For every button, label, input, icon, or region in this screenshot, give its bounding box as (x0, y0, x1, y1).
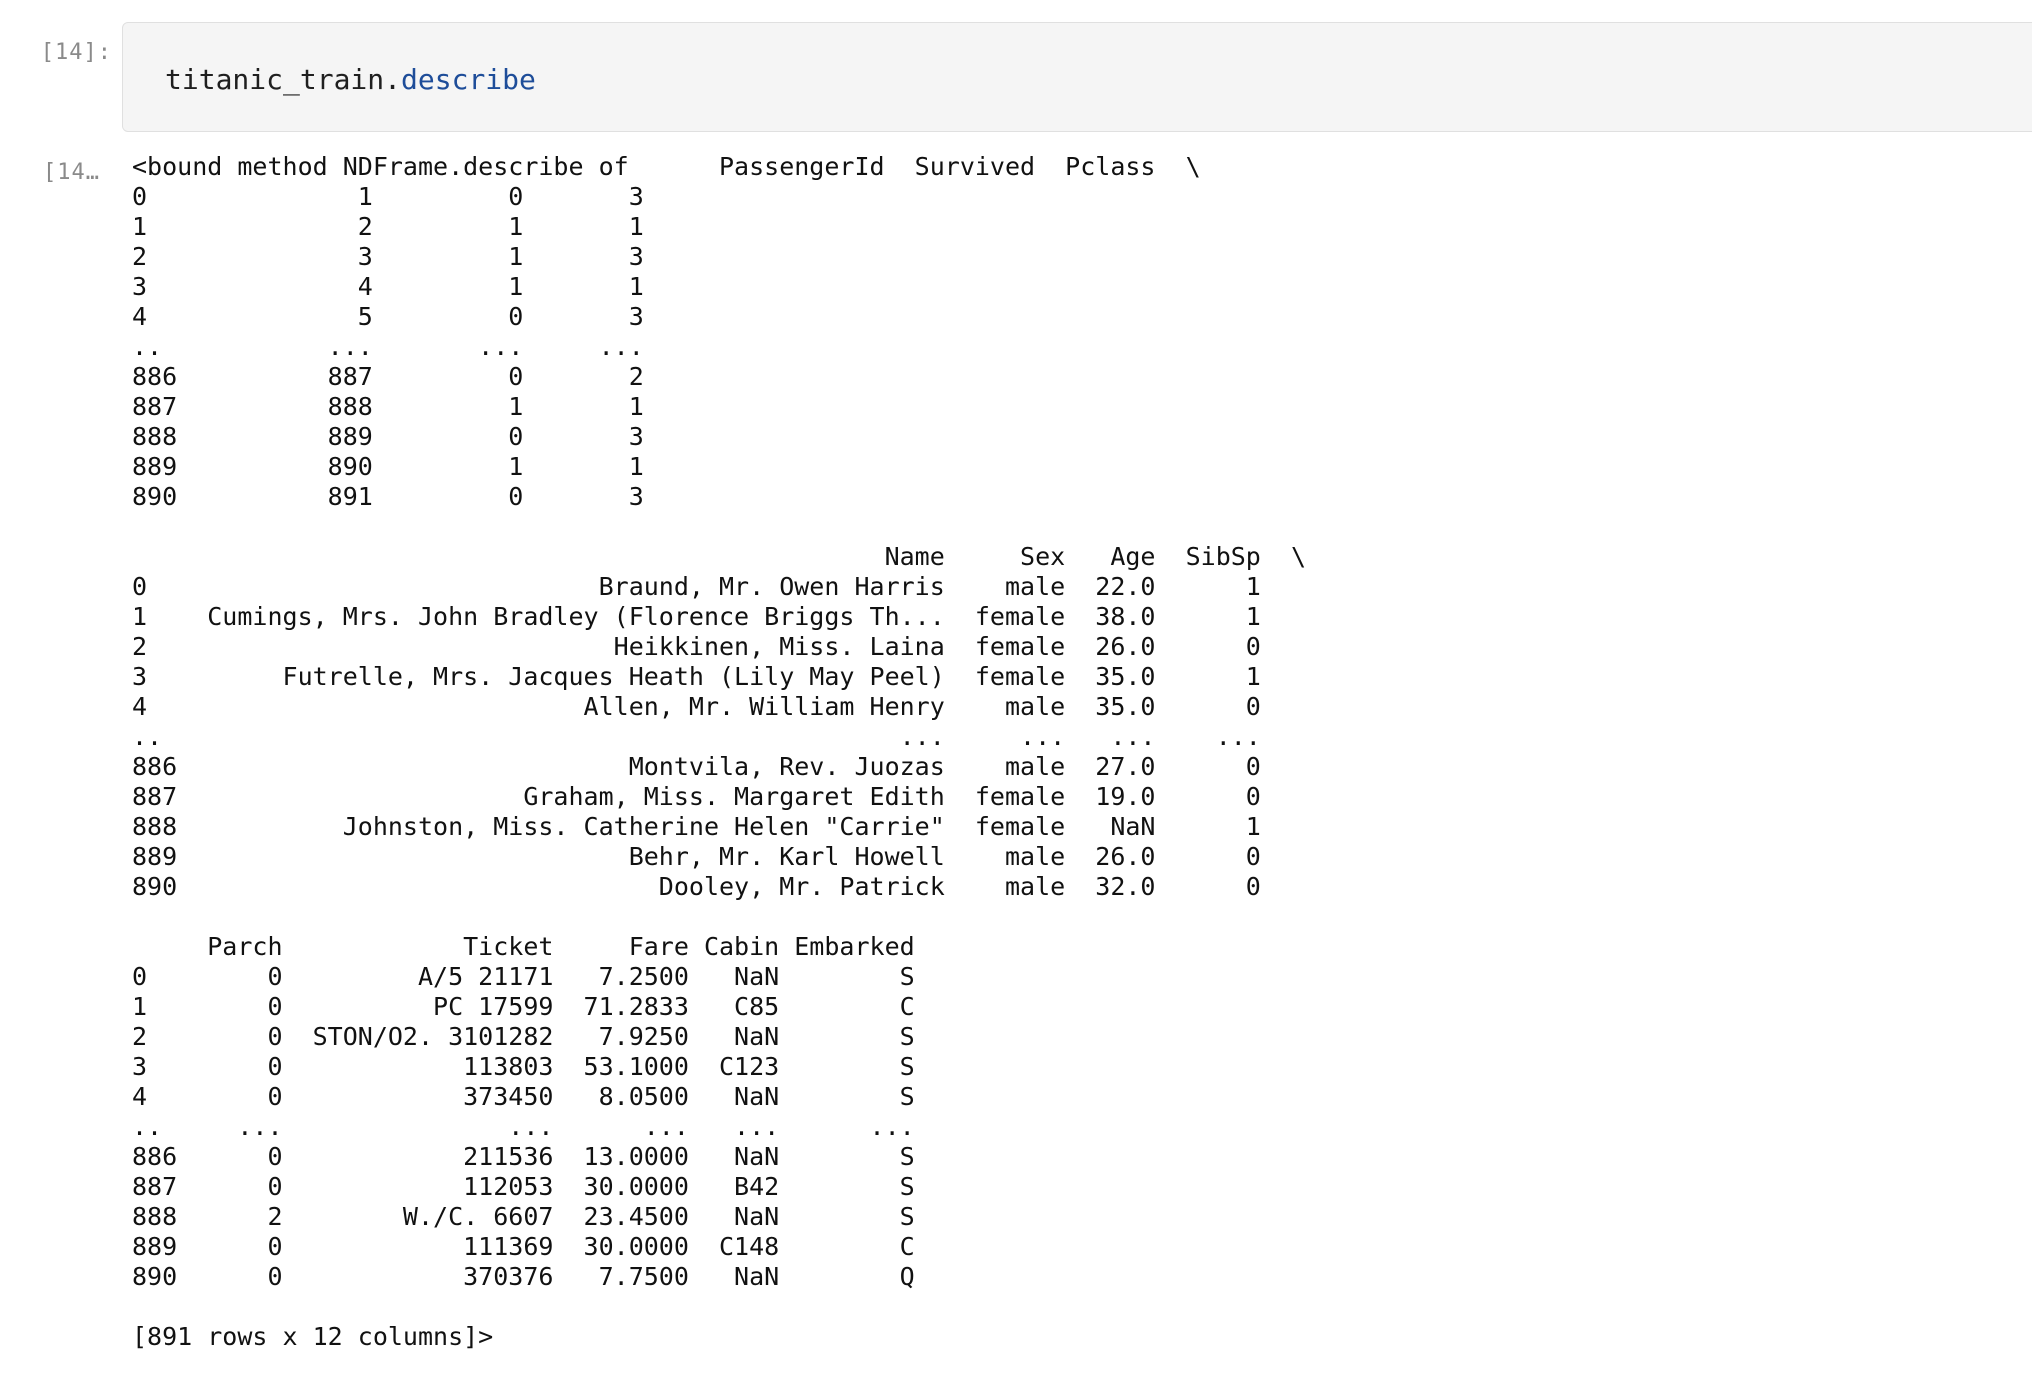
output-line: 0 Braund, Mr. Owen Harris male 22.0 1 (132, 572, 1261, 601)
output-line: 4 5 0 3 (132, 302, 644, 331)
output-line: 887 Graham, Miss. Margaret Edith female 19.0 0 (132, 782, 1261, 811)
code-line[interactable] (165, 63, 536, 96)
output-line: 2 0 STON/O2. 3101282 7.9250 NaN S (132, 1022, 915, 1051)
output-line: 1 0 PC 17599 71.2833 C85 C (132, 992, 915, 1021)
output-line: Parch Ticket Fare Cabin Embarked (132, 932, 915, 961)
output-line: 2 Heikkinen, Miss. Laina female 26.0 0 (132, 632, 1261, 661)
output-line: 889 0 111369 30.0000 C148 C (132, 1232, 915, 1261)
output-line: 886 Montvila, Rev. Juozas male 27.0 0 (132, 752, 1261, 781)
code-cell[interactable] (122, 22, 2032, 132)
code-attribute: describe (401, 63, 536, 96)
output-line: 4 Allen, Mr. William Henry male 35.0 0 (132, 692, 1261, 721)
output-line: 2 3 1 3 (132, 242, 644, 271)
output-line: [891 rows x 12 columns]> (132, 1322, 494, 1351)
output-line: 0 0 A/5 21171 7.2500 NaN S (132, 962, 915, 991)
output-line: 890 Dooley, Mr. Patrick male 32.0 0 (132, 872, 1261, 901)
output-line: 4 0 373450 8.0500 NaN S (132, 1082, 915, 1111)
output-line: 3 0 113803 53.1000 C123 S (132, 1052, 915, 1081)
output-line: 886 0 211536 13.0000 NaN S (132, 1142, 915, 1171)
output-line: .. ... ... ... (132, 332, 644, 361)
output-line: 890 0 370376 7.7500 NaN Q (132, 1262, 915, 1291)
output-line: 1 2 1 1 (132, 212, 644, 241)
output-line: .. ... ... ... ... (132, 722, 1261, 751)
output-line: 888 2 W./C. 6607 23.4500 NaN S (132, 1202, 915, 1231)
output-line: 3 Futrelle, Mrs. Jacques Heath (Lily May Peel) female 35.0 1 (132, 662, 1261, 691)
output-line: Name Sex Age SibSp \ (132, 542, 1306, 571)
output-line: 888 889 0 3 (132, 422, 644, 451)
output-prompt: [14… (43, 160, 100, 185)
cell-output (132, 152, 1306, 1352)
output-line: 888 Johnston, Miss. Catherine Helen "Carrie" female NaN 1 (132, 812, 1261, 841)
output-line: 890 891 0 3 (132, 482, 644, 511)
output-line: 887 888 1 1 (132, 392, 644, 421)
output-line: 889 Behr, Mr. Karl Howell male 26.0 0 (132, 842, 1261, 871)
code-object: titanic_train. (165, 63, 402, 96)
output-line: 886 887 0 2 (132, 362, 644, 391)
output-line: 887 0 112053 30.0000 B42 S (132, 1172, 915, 1201)
input-prompt: [14]: (40, 40, 112, 65)
output-line: 3 4 1 1 (132, 272, 644, 301)
output-line: .. ... ... ... ... ... (132, 1112, 915, 1141)
output-line: 1 Cumings, Mrs. John Bradley (Florence Briggs Th... female 38.0 1 (132, 602, 1261, 631)
output-line: <bound method NDFrame.describe of PassengerId Survived Pclass \ (132, 152, 1201, 181)
output-line: 889 890 1 1 (132, 452, 644, 481)
output-line: 0 1 0 3 (132, 182, 644, 211)
